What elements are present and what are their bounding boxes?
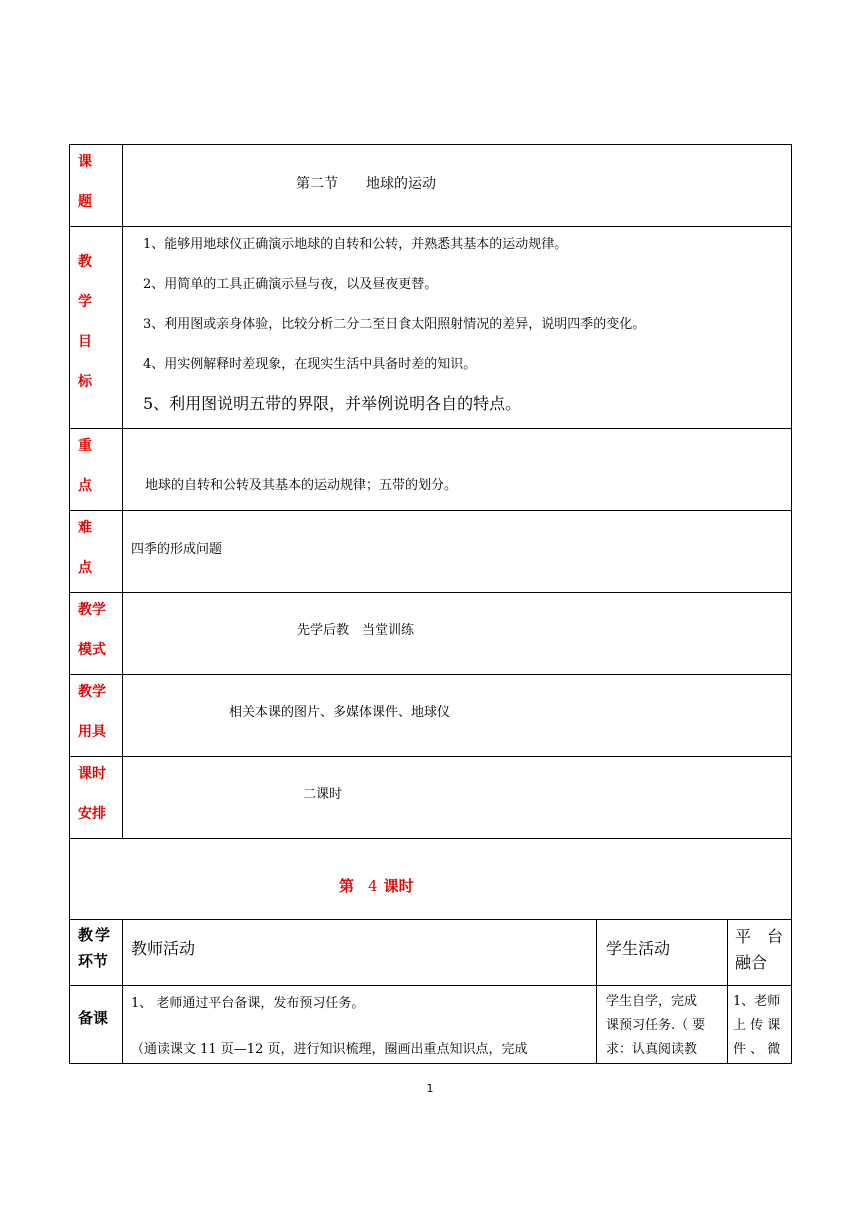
difficult-points-row: [70, 511, 792, 593]
goals-list: [123, 227, 792, 428]
prep-label: 备课: [78, 1009, 109, 1027]
teaching-mode-label: 教学 模式: [70, 593, 123, 674]
page-number: 1: [426, 1082, 434, 1095]
teacher-activity-header: 教师活动: [123, 920, 597, 985]
teaching-tools-row: [70, 675, 792, 757]
schedule-row: [70, 757, 792, 839]
lesson-plan-table: [69, 144, 792, 1064]
difficult-points-cell: [123, 511, 792, 592]
teaching-mode-row: [70, 593, 792, 675]
prep-row: [70, 986, 792, 1064]
prep-teacher-cell: 1、 老师通过平台备课，发布预习任务。 （通读课文 11 页—12 页，进行知识梳理，圈画出重点知识点，完成: [123, 986, 597, 1063]
topic-value-cell: [123, 145, 792, 226]
platform-header: 平 台 融合: [728, 920, 792, 985]
teaching-tools-cell: [123, 675, 792, 756]
teaching-tools-label: 教学 用具: [70, 675, 123, 756]
schedule-label: 课时 安排: [70, 757, 123, 838]
topic-value: 第二节 地球的运动: [296, 176, 436, 192]
difficult-points-label: 难 点: [70, 511, 123, 592]
key-points-cell: [123, 429, 792, 510]
teaching-tools-value: 相关本课的图片、多媒体课件、地球仪: [229, 705, 451, 720]
goal-item: 2、用简单的工具正确演示昼与夜，以及昼夜更替。: [143, 277, 438, 292]
teaching-mode-cell: [123, 593, 792, 674]
goal-item: 5、利用图说明五带的界限，并举例说明各自的特点。: [143, 394, 522, 413]
lesson-title-cell: [70, 839, 792, 919]
phase-header: 教学 环节: [70, 920, 123, 985]
goal-item: 4、用实例解释时差现象，在现实生活中具备时差的知识。: [143, 357, 477, 372]
schedule-value: 二课时: [303, 787, 343, 802]
topic-label: 课 题: [70, 145, 123, 226]
prep-student-cell: 学生自学，完成 课预习任务.（ 要 求：认真阅读教: [597, 986, 728, 1063]
schedule-cell: [123, 757, 792, 838]
goal-item: 1、能够用地球仪正确演示地球的自转和公转，并熟悉其基本的运动规律。: [143, 237, 568, 252]
lesson-title-row: [70, 839, 792, 920]
prep-platform-cell: 1、老师 上 传 课 件 、 微: [728, 986, 792, 1063]
key-points-row: [70, 429, 792, 511]
key-points-label: 重 点: [70, 429, 123, 510]
key-points-value: 地球的自转和公转及其基本的运动规律；五带的划分。: [145, 478, 458, 493]
prep-label-cell: [70, 986, 123, 1063]
topic-row: [70, 145, 792, 227]
goal-item: 3、利用图或亲身体验，比较分析二分二至日食太阳照射情况的差异，说明四季的变化。: [143, 317, 646, 332]
goals-label: 教 学 目 标: [70, 227, 123, 428]
goals-row: [70, 227, 792, 429]
activity-header-row: [70, 920, 792, 986]
lesson-title: 第 4 课时: [339, 877, 414, 895]
difficult-points-value: 四季的形成问题: [131, 542, 223, 557]
student-activity-header: 学生活动: [597, 920, 728, 985]
teaching-mode-value: 先学后教 当堂训练: [297, 623, 415, 638]
